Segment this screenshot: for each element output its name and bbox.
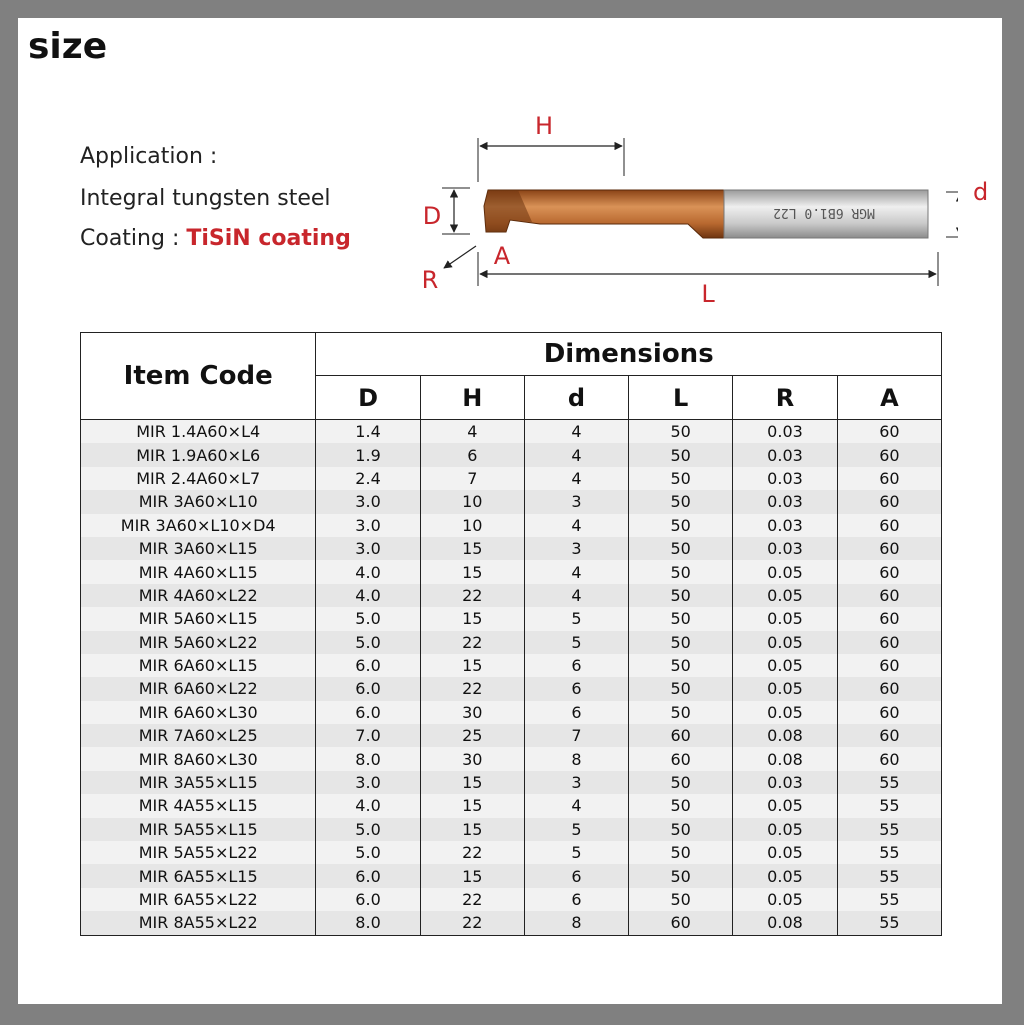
value-cell: 50 [629,654,733,677]
col-header-d: d [524,376,628,420]
value-cell: 4 [524,560,628,583]
value-cell: 0.05 [733,607,838,630]
value-cell: 3 [524,771,628,794]
value-cell: 5 [524,841,628,864]
value-cell: 6.0 [316,701,420,724]
item-code-cell: MIR 5A55×L22 [81,841,316,864]
r-indicator [422,246,476,294]
value-cell: 22 [420,584,524,607]
item-code-cell: MIR 4A55×L15 [81,794,316,817]
value-cell: 4.0 [316,794,420,817]
table-row [81,467,942,490]
value-cell: 0.03 [733,490,838,513]
value-cell: 15 [420,654,524,677]
table-row [81,911,942,935]
value-cell: 3.0 [316,537,420,560]
coating-label: Coating : [80,226,180,251]
value-cell: 1.4 [316,420,420,444]
value-cell: 0.03 [733,467,838,490]
table-row [81,490,942,513]
value-cell: 60 [837,537,941,560]
value-cell: 50 [629,677,733,700]
value-cell: 6 [524,677,628,700]
col-header-L: L [629,376,733,420]
value-cell: 1.9 [316,443,420,466]
page-title: size [28,26,108,67]
item-code-cell: MIR 5A55×L15 [81,818,316,841]
value-cell: 6 [524,888,628,911]
value-cell: 15 [420,607,524,630]
value-cell: 50 [629,794,733,817]
h-dimension [478,112,624,182]
material-text: Integral tungsten steel [80,186,331,211]
table-row [81,701,942,724]
table-row [81,747,942,770]
value-cell: 6.0 [316,888,420,911]
value-cell: 50 [629,701,733,724]
value-cell: 0.08 [733,724,838,747]
value-cell: 3.0 [316,771,420,794]
item-code-cell: MIR 6A60×L30 [81,701,316,724]
item-code-cell: MIR 1.4A60×L4 [81,420,316,444]
value-cell: 50 [629,490,733,513]
value-cell: 22 [420,677,524,700]
value-cell: 4.0 [316,560,420,583]
table-row [81,584,942,607]
item-code-cell: MIR 4A60×L22 [81,584,316,607]
value-cell: 50 [629,420,733,444]
value-cell: 4 [420,420,524,444]
value-cell: 4 [524,420,628,444]
value-cell: 60 [837,560,941,583]
item-code-cell: MIR 1.9A60×L6 [81,443,316,466]
table-row [81,841,942,864]
value-cell: 60 [837,631,941,654]
value-cell: 60 [837,747,941,770]
item-code-cell: MIR 5A60×L22 [81,631,316,654]
value-cell: 15 [420,560,524,583]
value-cell: 60 [837,490,941,513]
value-cell: 0.05 [733,794,838,817]
value-cell: 60 [629,911,733,935]
table-row [81,724,942,747]
value-cell: 60 [837,677,941,700]
table-row [81,607,942,630]
value-cell: 0.03 [733,514,838,537]
value-cell: 60 [837,654,941,677]
value-cell: 4 [524,514,628,537]
value-cell: 15 [420,771,524,794]
table-row [81,771,942,794]
value-cell: 4.0 [316,584,420,607]
coating-value: TiSiN coating [186,226,351,251]
value-cell: 5 [524,607,628,630]
value-cell: 22 [420,841,524,864]
table-row [81,888,942,911]
value-cell: 55 [837,818,941,841]
value-cell: 60 [837,514,941,537]
tool-image [484,190,928,238]
value-cell: 0.08 [733,747,838,770]
value-cell: 0.03 [733,443,838,466]
value-cell: 22 [420,888,524,911]
d-head-label: D [422,202,442,230]
table-row [81,631,942,654]
value-cell: 3 [524,490,628,513]
item-code-cell: MIR 3A60×L10 [81,490,316,513]
value-cell: 50 [629,864,733,887]
value-cell: 10 [420,490,524,513]
l-dimension [478,252,938,306]
table-row [81,818,942,841]
h-label: H [534,112,554,140]
value-cell: 0.05 [733,888,838,911]
value-cell: 50 [629,818,733,841]
value-cell: 50 [629,584,733,607]
d-shank-dimension [946,192,958,237]
col-header-D: D [316,376,420,420]
table-row [81,654,942,677]
table-row [81,443,942,466]
value-cell: 60 [837,724,941,747]
value-cell: 60 [837,584,941,607]
value-cell: 6 [524,864,628,887]
col-header-H: H [420,376,524,420]
value-cell: 30 [420,747,524,770]
value-cell: 2.4 [316,467,420,490]
value-cell: 15 [420,818,524,841]
tool-dimension-diagram [398,106,958,306]
table-row [81,514,942,537]
value-cell: 50 [629,560,733,583]
value-cell: 50 [629,841,733,864]
value-cell: 50 [629,631,733,654]
value-cell: 10 [420,514,524,537]
value-cell: 5.0 [316,818,420,841]
value-cell: 0.05 [733,584,838,607]
value-cell: 55 [837,794,941,817]
value-cell: 5.0 [316,631,420,654]
value-cell: 8 [524,747,628,770]
value-cell: 50 [629,771,733,794]
value-cell: 55 [837,864,941,887]
value-cell: 4 [524,443,628,466]
value-cell: 55 [837,841,941,864]
item-code-cell: MIR 7A60×L25 [81,724,316,747]
col-header-R: R [733,376,838,420]
value-cell: 0.05 [733,864,838,887]
value-cell: 6.0 [316,677,420,700]
value-cell: 4 [524,794,628,817]
a-label: A [493,242,511,270]
table-row [81,537,942,560]
item-code-header: Item Code [81,333,316,420]
value-cell: 0.03 [733,420,838,444]
value-cell: 50 [629,888,733,911]
value-cell: 60 [837,420,941,444]
value-cell: 0.05 [733,818,838,841]
value-cell: 5 [524,631,628,654]
item-code-cell: MIR 4A60×L15 [81,560,316,583]
item-code-cell: MIR 6A55×L22 [81,888,316,911]
application-label: Application : [80,144,218,169]
dimensions-table [80,332,942,936]
item-code-cell: MIR 6A55×L15 [81,864,316,887]
value-cell: 7 [420,467,524,490]
d-head-dimension [423,188,470,234]
value-cell: 7 [524,724,628,747]
value-cell: 6 [524,654,628,677]
value-cell: 60 [837,443,941,466]
value-cell: 6.0 [316,654,420,677]
value-cell: 60 [629,724,733,747]
value-cell: 60 [837,467,941,490]
value-cell: 50 [629,514,733,537]
value-cell: 60 [837,701,941,724]
value-cell: 5 [524,818,628,841]
table-row [81,794,942,817]
value-cell: 55 [837,888,941,911]
item-code-cell: MIR 2.4A60×L7 [81,467,316,490]
value-cell: 6.0 [316,864,420,887]
value-cell: 55 [837,911,941,935]
value-cell: 3.0 [316,514,420,537]
table-row [81,864,942,887]
value-cell: 0.05 [733,701,838,724]
item-code-cell: MIR 3A55×L15 [81,771,316,794]
r-label: R [421,266,439,294]
d-shank-label: d [973,178,989,206]
value-cell: 8.0 [316,747,420,770]
value-cell: 4 [524,584,628,607]
value-cell: 0.05 [733,841,838,864]
value-cell: 0.08 [733,911,838,935]
value-cell: 60 [837,607,941,630]
value-cell: 30 [420,701,524,724]
value-cell: 0.05 [733,560,838,583]
value-cell: 0.03 [733,537,838,560]
item-code-cell: MIR 3A60×L10×D4 [81,514,316,537]
value-cell: 22 [420,911,524,935]
value-cell: 0.05 [733,631,838,654]
value-cell: 55 [837,771,941,794]
value-cell: 15 [420,537,524,560]
l-label: L [701,280,715,306]
item-code-cell: MIR 6A60×L22 [81,677,316,700]
value-cell: 22 [420,631,524,654]
item-code-cell: MIR 8A60×L30 [81,747,316,770]
col-header-A: A [837,376,941,420]
value-cell: 15 [420,794,524,817]
value-cell: 50 [629,607,733,630]
value-cell: 0.03 [733,771,838,794]
value-cell: 6 [524,701,628,724]
value-cell: 7.0 [316,724,420,747]
value-cell: 8.0 [316,911,420,935]
dimensions-header: Dimensions [316,333,942,376]
table-row [81,560,942,583]
product-spec-panel [18,18,1002,1004]
table-row [81,677,942,700]
value-cell: 5.0 [316,607,420,630]
value-cell: 60 [629,747,733,770]
value-cell: 15 [420,864,524,887]
item-code-cell: MIR 3A60×L15 [81,537,316,560]
value-cell: 3 [524,537,628,560]
value-cell: 25 [420,724,524,747]
item-code-cell: MIR 5A60×L15 [81,607,316,630]
coating-line [80,226,351,251]
item-code-cell: MIR 6A60×L15 [81,654,316,677]
value-cell: 3.0 [316,490,420,513]
item-code-cell: MIR 8A55×L22 [81,911,316,935]
value-cell: 8 [524,911,628,935]
table-body [81,420,942,936]
value-cell: 4 [524,467,628,490]
value-cell: 50 [629,443,733,466]
value-cell: 6 [420,443,524,466]
table-row [81,420,942,444]
value-cell: 5.0 [316,841,420,864]
value-cell: 50 [629,537,733,560]
shank-marking: MGR 6B1.0 L22 [773,205,875,220]
value-cell: 0.05 [733,654,838,677]
value-cell: 50 [629,467,733,490]
value-cell: 0.05 [733,677,838,700]
